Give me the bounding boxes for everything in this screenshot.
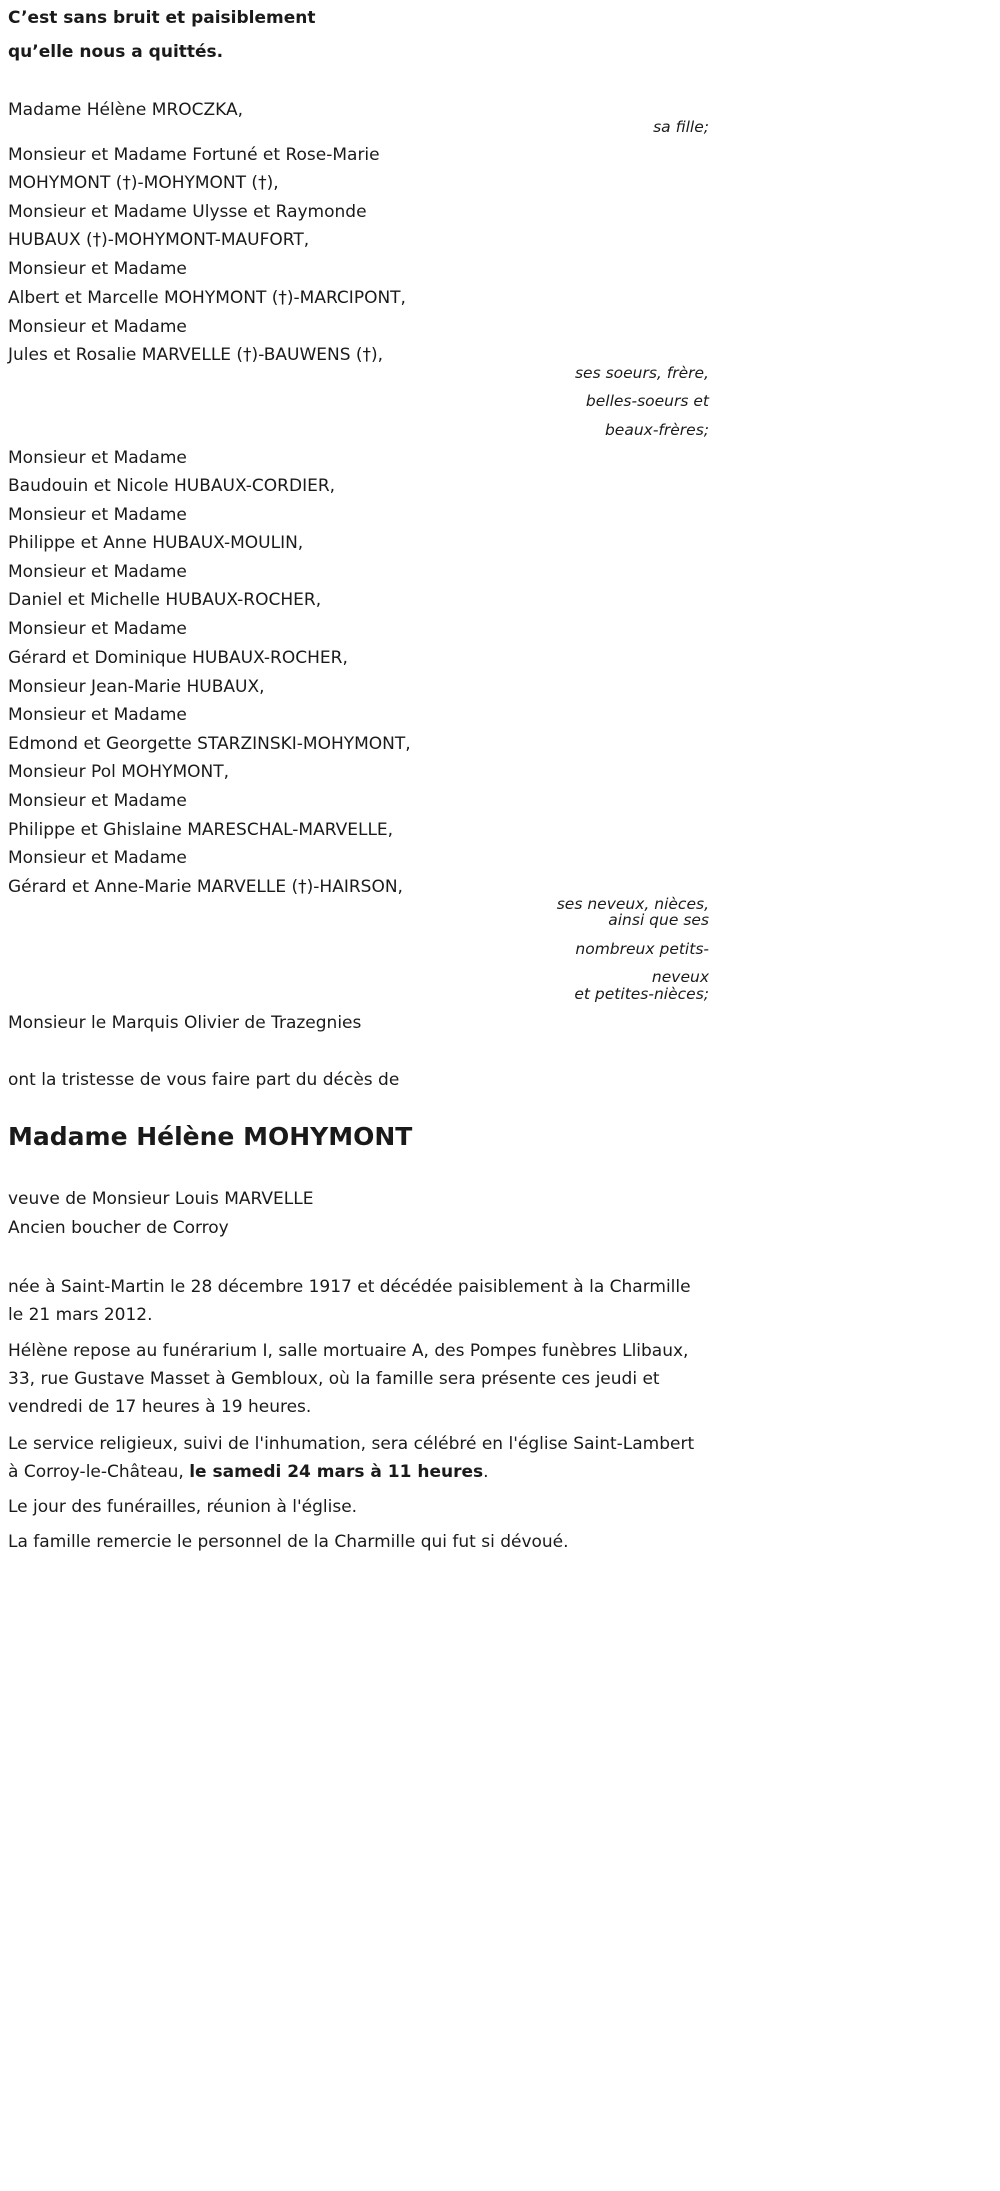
mourner-line: Monsieur et Madame: [8, 448, 187, 468]
announcement: ont la tristesse de vous faire part du décès de: [8, 1070, 400, 1090]
mourner-line: Albert et Marcelle MOHYMONT (†)-MARCIPONT,: [8, 288, 406, 308]
mourner-line: Daniel et Michelle HUBAUX-ROCHER,: [8, 590, 322, 610]
mourner-line: Monsieur et Madame: [8, 619, 187, 639]
mourner-line: Gérard et Dominique HUBAUX-ROCHER,: [8, 648, 348, 668]
service-date: le samedi 24 mars à 11 heures: [189, 1462, 484, 1482]
service-paragraph: [8, 1430, 698, 1486]
mourner-line: Baudouin et Nicole HUBAUX-CORDIER,: [8, 476, 336, 496]
mourner-line: HUBAUX (†)-MOHYMONT-MAUFORT,: [8, 230, 310, 250]
mourner-line: Monsieur Jean-Marie HUBAUX,: [8, 677, 265, 697]
mourner-line: Monsieur et Madame Ulysse et Raymonde: [8, 202, 367, 222]
reunion-paragraph: Le jour des funérailles, réunion à l'église.: [8, 1497, 358, 1517]
thanks-paragraph: La famille remercie le personnel de la Charmille qui fut si dévoué.: [8, 1532, 569, 1552]
birth-death-paragraph: née à Saint-Martin le 28 décembre 1917 et décédée paisiblement à la Charmille le 21 mars 2012.: [8, 1277, 691, 1325]
service-end: .: [483, 1462, 489, 1482]
mourner-line: Monsieur et Madame Fortuné et Rose-Marie: [8, 145, 380, 165]
mourner-line: Madame Hélène MROCZKA,: [8, 100, 244, 120]
mourner-line: Monsieur et Madame: [8, 317, 187, 337]
mourner-line: Monsieur et Madame: [8, 791, 187, 811]
mourner-line: Monsieur et Madame: [8, 848, 187, 868]
relation-nephews-2: ainsi que ses: [608, 911, 709, 929]
relation-siblings-3: beaux-frères;: [604, 421, 709, 439]
intro-line-1: C’est sans bruit et paisiblement: [8, 8, 316, 28]
mourner-line: Monsieur et Madame: [8, 505, 187, 525]
mourner-line: Jules et Rosalie MARVELLE (†)-BAUWENS (†),: [8, 345, 384, 365]
mourner-line: Monsieur et Madame: [8, 562, 187, 582]
deceased-name: Madame Hélène MOHYMONT: [8, 1122, 413, 1151]
mourner-line: Philippe et Ghislaine MARESCHAL-MARVELLE,: [8, 820, 394, 840]
widow-of: veuve de Monsieur Louis MARVELLE: [8, 1189, 314, 1209]
relation-daughter: sa fille;: [653, 118, 709, 136]
relation-nephews-5: et petites-nièces;: [574, 985, 709, 1003]
service-text: Le service religieux, suivi de l'inhumation, sera célébré en l'église Saint-Lambert à Corroy-le-Château,: [8, 1434, 695, 1482]
mourner-line: Philippe et Anne HUBAUX-MOULIN,: [8, 533, 304, 553]
relation-nephews-1: ses neveux, nièces,: [556, 895, 709, 913]
relation-nephews-4: neveux: [651, 968, 709, 986]
relation-nephews-3: nombreux petits-: [575, 940, 709, 958]
relation-siblings-2: belles-soeurs et: [585, 392, 709, 410]
occupation: Ancien boucher de Corroy: [8, 1218, 229, 1238]
mourner-line: Monsieur et Madame: [8, 705, 187, 725]
funerarium-paragraph: Hélène repose au funérarium I, salle mortuaire A, des Pompes funèbres Llibaux, 33, rue Gustave Masset à Gembloux, où la famille sera présente ces jeudi et vendredi de 17 heures à 19 heures.: [8, 1341, 689, 1417]
intro-line-2: qu’elle nous a quittés.: [8, 42, 224, 62]
mourner-line: Monsieur le Marquis Olivier de Trazegnies: [8, 1013, 362, 1033]
mourner-line: Edmond et Georgette STARZINSKI-MOHYMONT,: [8, 734, 411, 754]
relation-siblings-1: ses soeurs, frère,: [574, 364, 709, 382]
mourner-line: Monsieur Pol MOHYMONT,: [8, 762, 229, 782]
mourner-line: MOHYMONT (†)-MOHYMONT (†),: [8, 173, 279, 193]
mourner-line: Monsieur et Madame: [8, 259, 187, 279]
mourner-line: Gérard et Anne-Marie MARVELLE (†)-HAIRSON,: [8, 877, 403, 897]
